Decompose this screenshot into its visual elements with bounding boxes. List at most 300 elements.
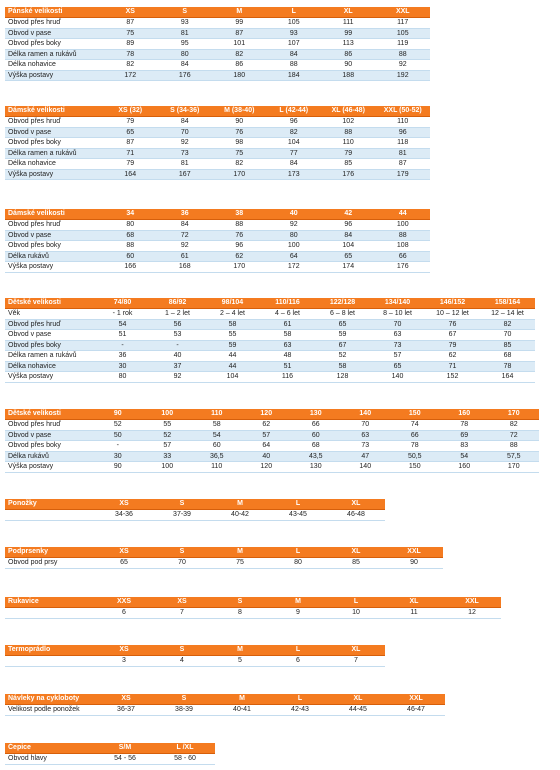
- table-row: [5, 127, 430, 138]
- row-label: Délka nohavice: [5, 159, 103, 170]
- size-header-cell: XL: [329, 694, 387, 705]
- row-label: Obvod pod prsy: [5, 558, 95, 569]
- size-table: [5, 645, 385, 667]
- value-cell: 101: [212, 39, 267, 50]
- value-cell: 64: [242, 441, 292, 452]
- value-cell: 170: [212, 262, 267, 273]
- value-cell: 54: [95, 319, 150, 330]
- size-header-cell: L /XL: [155, 743, 215, 754]
- table-header-row: [5, 7, 430, 18]
- value-cell: 87: [103, 138, 158, 149]
- value-cell: 80: [158, 49, 213, 60]
- row-label: Obvod přes hruď: [5, 319, 95, 330]
- value-cell: 71: [103, 148, 158, 159]
- value-cell: 70: [480, 330, 535, 341]
- value-cell: 100: [267, 241, 322, 252]
- value-cell: 37: [150, 361, 205, 372]
- row-label: Obvod přes boky: [5, 241, 103, 252]
- value-cell: 172: [103, 70, 158, 81]
- size-header-cell: S: [158, 7, 213, 18]
- value-cell: 90: [212, 117, 267, 128]
- row-label: Obvod v pase: [5, 28, 103, 39]
- value-cell: 100: [376, 220, 431, 231]
- value-cell: 40: [242, 451, 292, 462]
- value-cell: 85: [321, 159, 376, 170]
- value-cell: 65: [95, 558, 153, 569]
- table-row: [5, 754, 215, 765]
- value-cell: 7: [153, 608, 211, 619]
- value-cell: 119: [376, 39, 431, 50]
- value-cell: 113: [321, 39, 376, 50]
- row-label: Obvod přes boky: [5, 441, 93, 452]
- row-label: Výška postavy: [5, 70, 103, 81]
- value-cell: 47: [341, 451, 391, 462]
- row-label: Obvod v pase: [5, 330, 95, 341]
- size-header-cell: XS: [153, 597, 211, 608]
- value-cell: 77: [267, 148, 322, 159]
- value-cell: 55: [205, 330, 260, 341]
- size-header-cell: 160: [440, 409, 490, 420]
- size-table: [5, 694, 445, 716]
- value-cell: 76: [425, 319, 480, 330]
- size-header-cell: XL: [327, 499, 385, 510]
- value-cell: 87: [103, 18, 158, 29]
- row-label: Výška postavy: [5, 372, 95, 383]
- value-cell: 82: [103, 60, 158, 71]
- size-header-cell: 146/152: [425, 298, 480, 309]
- table-title: Rukavice: [5, 597, 95, 608]
- value-cell: 81: [376, 148, 431, 159]
- value-cell: 176: [158, 70, 213, 81]
- value-cell: 73: [158, 148, 213, 159]
- value-cell: 96: [267, 117, 322, 128]
- row-label: Obvod v pase: [5, 230, 103, 241]
- table-row: [5, 705, 445, 716]
- row-label: Velikost podle ponožek: [5, 705, 97, 716]
- value-cell: 12 – 14 let: [480, 309, 535, 320]
- size-table: [5, 7, 430, 81]
- value-cell: 63: [260, 340, 315, 351]
- size-header-cell: L: [269, 547, 327, 558]
- size-table: [5, 298, 535, 383]
- value-cell: 57,5: [489, 451, 539, 462]
- value-cell: 50: [93, 430, 143, 441]
- table-row: [5, 241, 430, 252]
- value-cell: 78: [103, 49, 158, 60]
- value-cell: 99: [212, 18, 267, 29]
- size-header-cell: S/M: [95, 743, 155, 754]
- size-table: [5, 547, 443, 569]
- value-cell: 87: [376, 159, 431, 170]
- value-cell: 88: [212, 220, 267, 231]
- value-cell: 107: [267, 39, 322, 50]
- value-cell: 82: [489, 420, 539, 431]
- value-cell: -: [93, 441, 143, 452]
- size-header-cell: S: [153, 645, 211, 656]
- table-row: [5, 340, 535, 351]
- table-header-row: [5, 409, 539, 420]
- value-cell: 70: [370, 319, 425, 330]
- value-cell: - 1 rok: [95, 309, 150, 320]
- value-cell: 54 - 56: [95, 754, 155, 765]
- value-cell: 170: [489, 462, 539, 473]
- value-cell: 160: [440, 462, 490, 473]
- value-cell: 88: [267, 60, 322, 71]
- value-cell: 105: [376, 28, 431, 39]
- size-header-cell: XXL: [385, 547, 443, 558]
- table-header-row: [5, 209, 430, 220]
- size-header-cell: XXL: [376, 7, 431, 18]
- value-cell: 92: [150, 372, 205, 383]
- value-cell: 116: [260, 372, 315, 383]
- value-cell: 84: [158, 117, 213, 128]
- size-table: [5, 597, 501, 619]
- value-cell: 75: [211, 558, 269, 569]
- value-cell: 9: [269, 608, 327, 619]
- size-header-cell: XL: [327, 547, 385, 558]
- value-cell: 33: [143, 451, 193, 462]
- value-cell: 84: [267, 159, 322, 170]
- value-cell: 104: [205, 372, 260, 383]
- size-header-cell: 130: [291, 409, 341, 420]
- value-cell: 128: [315, 372, 370, 383]
- value-cell: 59: [315, 330, 370, 341]
- value-cell: 80: [103, 220, 158, 231]
- value-cell: 82: [212, 49, 267, 60]
- value-cell: 79: [425, 340, 480, 351]
- size-header-cell: 90: [93, 409, 143, 420]
- size-header-cell: M (38-40): [212, 106, 267, 117]
- row-label: Obvod v pase: [5, 430, 93, 441]
- value-cell: 4 – 6 let: [260, 309, 315, 320]
- value-cell: 84: [158, 220, 213, 231]
- row-label: Obvod přes hruď: [5, 220, 103, 231]
- value-cell: 93: [267, 28, 322, 39]
- size-header-cell: 36: [158, 209, 213, 220]
- value-cell: 110: [192, 462, 242, 473]
- table-row: [5, 558, 443, 569]
- table-title: Dětské velikosti: [5, 409, 93, 420]
- table-header-row: [5, 597, 501, 608]
- table-row: [5, 117, 430, 128]
- value-cell: 66: [291, 420, 341, 431]
- size-header-cell: 98/104: [205, 298, 260, 309]
- value-cell: 71: [425, 361, 480, 372]
- value-cell: 67: [425, 330, 480, 341]
- size-header-cell: M: [213, 694, 271, 705]
- table-row: [5, 430, 539, 441]
- value-cell: -: [95, 340, 150, 351]
- value-cell: 180: [212, 70, 267, 81]
- size-header-cell: 150: [390, 409, 440, 420]
- row-label: Výška postavy: [5, 169, 103, 180]
- size-header-cell: 110: [192, 409, 242, 420]
- value-cell: 36-37: [97, 705, 155, 716]
- value-cell: 65: [321, 251, 376, 262]
- value-cell: 96: [212, 241, 267, 252]
- value-cell: 174: [321, 262, 376, 273]
- size-header-cell: L: [327, 597, 385, 608]
- value-cell: 104: [321, 241, 376, 252]
- table-row: [5, 330, 535, 341]
- value-cell: 100: [143, 462, 193, 473]
- value-cell: 93: [158, 18, 213, 29]
- value-cell: 60: [291, 430, 341, 441]
- table-title: Pánské velikosti: [5, 7, 103, 18]
- row-label: Obvod přes hruď: [5, 420, 93, 431]
- size-header-cell: 140: [341, 409, 391, 420]
- value-cell: 51: [95, 330, 150, 341]
- table-header-row: [5, 645, 385, 656]
- value-cell: 6: [269, 656, 327, 667]
- size-header-cell: 170: [489, 409, 539, 420]
- value-cell: 36: [95, 351, 150, 362]
- value-cell: 118: [376, 138, 431, 149]
- value-cell: 75: [212, 148, 267, 159]
- value-cell: 66: [390, 430, 440, 441]
- value-cell: 10 – 12 let: [425, 309, 480, 320]
- size-header-cell: S: [211, 597, 269, 608]
- value-cell: 188: [321, 70, 376, 81]
- value-cell: 78: [480, 361, 535, 372]
- value-cell: 140: [370, 372, 425, 383]
- value-cell: 150: [390, 462, 440, 473]
- value-cell: 84: [321, 230, 376, 241]
- value-cell: 59: [205, 340, 260, 351]
- size-header-cell: M: [212, 7, 267, 18]
- value-cell: 57: [370, 351, 425, 362]
- value-cell: 110: [376, 117, 431, 128]
- value-cell: 81: [158, 159, 213, 170]
- table-row: [5, 441, 539, 452]
- table-row: [5, 510, 385, 521]
- value-cell: 173: [267, 169, 322, 180]
- size-header-cell: XL (46-48): [321, 106, 376, 117]
- value-cell: 72: [158, 230, 213, 241]
- size-header-cell: XS: [97, 694, 155, 705]
- table-row: [5, 230, 430, 241]
- value-cell: 62: [242, 420, 292, 431]
- value-cell: 88: [376, 230, 431, 241]
- table-title: Návleky na cykloboty: [5, 694, 97, 705]
- size-header-cell: XL: [385, 597, 443, 608]
- value-cell: 80: [95, 372, 150, 383]
- row-label: Obvod přes boky: [5, 39, 103, 50]
- size-header-cell: M: [211, 547, 269, 558]
- value-cell: 81: [158, 28, 213, 39]
- table-header-row: [5, 499, 385, 510]
- value-cell: 85: [327, 558, 385, 569]
- value-cell: 53: [150, 330, 205, 341]
- value-cell: 104: [267, 138, 322, 149]
- value-cell: 80: [269, 558, 327, 569]
- size-header-cell: 44: [376, 209, 431, 220]
- value-cell: 78: [390, 441, 440, 452]
- row-label: Délka rukávů: [5, 451, 93, 462]
- value-cell: 38-39: [155, 705, 213, 716]
- table-row: [5, 39, 430, 50]
- value-cell: 65: [370, 361, 425, 372]
- value-cell: 85: [480, 340, 535, 351]
- table-row: [5, 251, 430, 262]
- value-cell: 68: [291, 441, 341, 452]
- size-table: [5, 209, 430, 273]
- value-cell: 86: [212, 60, 267, 71]
- value-cell: 50,5: [390, 451, 440, 462]
- size-header-cell: 110/116: [260, 298, 315, 309]
- value-cell: 54: [440, 451, 490, 462]
- row-label: Výška postavy: [5, 462, 93, 473]
- value-cell: 69: [440, 430, 490, 441]
- value-cell: 48: [260, 351, 315, 362]
- row-label: [5, 608, 95, 619]
- table-row: [5, 309, 535, 320]
- row-label: Obvod v pase: [5, 127, 103, 138]
- value-cell: 30: [93, 451, 143, 462]
- table-row: [5, 70, 430, 81]
- size-table: [5, 409, 539, 473]
- size-header-cell: L: [267, 7, 322, 18]
- value-cell: 12: [443, 608, 501, 619]
- value-cell: 192: [376, 70, 431, 81]
- value-cell: 74: [390, 420, 440, 431]
- value-cell: 92: [376, 60, 431, 71]
- size-header-cell: M: [211, 645, 269, 656]
- size-header-cell: 74/80: [95, 298, 150, 309]
- value-cell: 82: [212, 159, 267, 170]
- value-cell: 57: [242, 430, 292, 441]
- table-row: [5, 18, 430, 29]
- value-cell: 96: [376, 127, 431, 138]
- size-header-cell: 34: [103, 209, 158, 220]
- size-header-cell: XXS: [95, 597, 153, 608]
- value-cell: 72: [489, 430, 539, 441]
- value-cell: 70: [158, 127, 213, 138]
- table-title: Ponožky: [5, 499, 95, 510]
- table-row: [5, 420, 539, 431]
- value-cell: 37-39: [153, 510, 211, 521]
- value-cell: 99: [321, 28, 376, 39]
- table-title: Čepice: [5, 743, 95, 754]
- table-header-row: [5, 106, 430, 117]
- row-label: [5, 656, 95, 667]
- value-cell: 44: [205, 351, 260, 362]
- row-label: Obvod přes hruď: [5, 117, 103, 128]
- size-header-cell: L: [269, 645, 327, 656]
- value-cell: 64: [267, 251, 322, 262]
- row-label: Obvod přes hruď: [5, 18, 103, 29]
- table-row: [5, 148, 430, 159]
- size-header-cell: L (42-44): [267, 106, 322, 117]
- size-header-cell: XS: [95, 499, 153, 510]
- value-cell: 176: [376, 262, 431, 273]
- size-header-cell: XS (32): [103, 106, 158, 117]
- table-row: [5, 656, 385, 667]
- value-cell: 67: [315, 340, 370, 351]
- value-cell: 168: [158, 262, 213, 273]
- value-cell: 60: [103, 251, 158, 262]
- value-cell: 80: [267, 230, 322, 241]
- table-header-row: [5, 298, 535, 309]
- row-label: Obvod přes boky: [5, 340, 95, 351]
- value-cell: 68: [103, 230, 158, 241]
- value-cell: 43,5: [291, 451, 341, 462]
- table-row: [5, 28, 430, 39]
- row-label: Věk: [5, 309, 95, 320]
- size-header-cell: XXL: [387, 694, 445, 705]
- table-header-row: [5, 694, 445, 705]
- value-cell: 82: [267, 127, 322, 138]
- value-cell: 96: [321, 220, 376, 231]
- size-table: [5, 499, 385, 521]
- value-cell: 65: [315, 319, 370, 330]
- table-title: Podprsenky: [5, 547, 95, 558]
- value-cell: 75: [103, 28, 158, 39]
- value-cell: 76: [212, 127, 267, 138]
- value-cell: 79: [103, 117, 158, 128]
- value-cell: 70: [153, 558, 211, 569]
- value-cell: 79: [321, 148, 376, 159]
- value-cell: 90: [321, 60, 376, 71]
- value-cell: 66: [376, 251, 431, 262]
- value-cell: 10: [327, 608, 385, 619]
- size-table: [5, 106, 430, 180]
- value-cell: 65: [103, 127, 158, 138]
- size-header-cell: XS: [103, 7, 158, 18]
- value-cell: 40-42: [211, 510, 269, 521]
- value-cell: 44: [205, 361, 260, 372]
- table-row: [5, 608, 501, 619]
- value-cell: 68: [480, 351, 535, 362]
- size-header-cell: 42: [321, 209, 376, 220]
- value-cell: 89: [103, 39, 158, 50]
- table-row: [5, 462, 539, 473]
- value-cell: 46-48: [327, 510, 385, 521]
- size-header-cell: S: [155, 694, 213, 705]
- row-label: Délka ramen a rukávů: [5, 351, 95, 362]
- size-header-cell: L: [269, 499, 327, 510]
- value-cell: 95: [158, 39, 213, 50]
- value-cell: 83: [440, 441, 490, 452]
- value-cell: 8: [211, 608, 269, 619]
- size-header-cell: XL: [327, 645, 385, 656]
- value-cell: 52: [93, 420, 143, 431]
- value-cell: 176: [321, 169, 376, 180]
- value-cell: 73: [341, 441, 391, 452]
- value-cell: 1 – 2 let: [150, 309, 205, 320]
- value-cell: 98: [212, 138, 267, 149]
- value-cell: 61: [158, 251, 213, 262]
- row-label: Délka ramen a rukávů: [5, 49, 103, 60]
- value-cell: 87: [212, 28, 267, 39]
- value-cell: 92: [267, 220, 322, 231]
- value-cell: 88: [321, 127, 376, 138]
- size-header-cell: XS: [95, 645, 153, 656]
- value-cell: 63: [370, 330, 425, 341]
- value-cell: 44-45: [329, 705, 387, 716]
- table-row: [5, 138, 430, 149]
- value-cell: 7: [327, 656, 385, 667]
- value-cell: 6 – 8 let: [315, 309, 370, 320]
- value-cell: 58: [260, 330, 315, 341]
- table-row: [5, 361, 535, 372]
- value-cell: 86: [321, 49, 376, 60]
- value-cell: 111: [321, 18, 376, 29]
- row-label: Délka nohavice: [5, 60, 103, 71]
- value-cell: 92: [158, 138, 213, 149]
- row-label: Délka nohavice: [5, 361, 95, 372]
- value-cell: 78: [440, 420, 490, 431]
